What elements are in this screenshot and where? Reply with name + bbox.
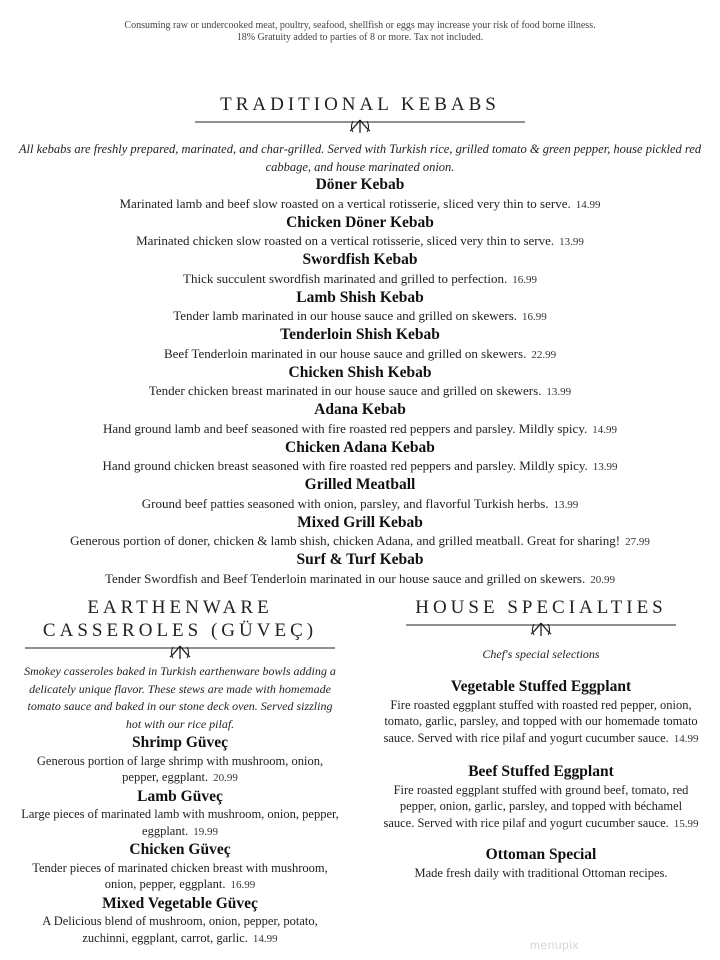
kebabs-intro: All kebabs are freshly prepared, marinated, and char-grilled. Served with Turkish rice, grilled tomato & green pepper, house pickled red cabbage, and house marinated onion. (18, 142, 702, 174)
section-title-guvec-line1: EARTHENWARE (87, 597, 273, 618)
item-description (0, 570, 720, 589)
guvec-list (20, 734, 340, 947)
menu-item (383, 846, 699, 881)
item-price: 27.99 (625, 536, 650, 548)
menu-item (0, 326, 720, 364)
item-description (20, 913, 340, 947)
item-desc-text: Hand ground lamb and beef seasoned with fire roasted red peppers and parsley. Mildly spicy. (103, 420, 588, 436)
item-price: 14.99 (673, 732, 699, 745)
item-desc-text: Generous portion of doner, chicken & lamb shish, chicken Adana, and grilled meatball. Great for sharing! (70, 533, 621, 548)
item-price: 19.99 (193, 825, 218, 838)
spacer (383, 832, 699, 846)
traditional-kebabs-section (0, 93, 720, 589)
item-price: 20.99 (590, 573, 615, 586)
menu-item (0, 476, 720, 514)
item-desc-text: Thick succulent swordfish marinated and grilled to perfection. (183, 270, 508, 286)
item-description (0, 382, 720, 401)
item-price: 16.99 (512, 273, 537, 286)
earthenware-casseroles-section (20, 596, 340, 947)
item-price: 16.99 (522, 311, 547, 323)
item-name: Chicken Döner Kebab (286, 213, 434, 231)
item-desc-text: Large pieces of marinated lamb with mushroom, onion, pepper, eggplant. (21, 807, 339, 838)
item-description (20, 860, 340, 894)
item-description (0, 270, 720, 289)
item-price: 20.99 (213, 772, 238, 784)
specialties-intro: Chef's special selections (482, 647, 600, 661)
item-name: Lamb Güveç (137, 787, 223, 805)
item-name: Chicken Shish Kebab (288, 363, 432, 381)
item-name: Surf & Turf Kebab (296, 551, 424, 568)
section-title-specialties: HOUSE SPECIALTIES (415, 597, 667, 618)
item-desc-text: Hand ground chicken breast seasoned with fire roasted red peppers and parsley. Mildly spicy. (102, 458, 588, 473)
item-name: Chicken Güveç (129, 841, 231, 858)
menu-item (0, 439, 720, 477)
specialties-list (383, 678, 699, 881)
item-price: 14.99 (252, 932, 278, 945)
item-desc-text: Tender Swordfish and Beef Tenderloin marinated in our house sauce and grilled on skewers. (105, 570, 586, 586)
item-description (20, 806, 340, 840)
item-desc-text: Marinated chicken slow roasted on a vertical rotisserie, sliced very thin to serve. (136, 233, 555, 248)
menu-item (0, 214, 720, 252)
item-name: Ottoman Special (485, 846, 597, 863)
item-desc-text: Marinated lamb and beef slow roasted on a vertical rotisserie, sliced very thin to serve. (119, 195, 571, 211)
item-description (0, 495, 720, 514)
item-desc-text: Ground beef patties seasoned with onion, parsley, and flavorful Turkish herbs. (141, 495, 549, 511)
item-desc-text: Made fresh daily with traditional Ottoman recipes. (414, 865, 668, 880)
item-description (0, 345, 720, 364)
item-price: 14.99 (575, 198, 601, 211)
ornament-divider-icon (406, 619, 676, 639)
menu-item (20, 788, 340, 841)
item-desc-text: Tender lamb marinated in our house sauce and grilled on skewers. (173, 308, 518, 323)
house-specialties-section (383, 596, 699, 881)
item-name: Chicken Adana Kebab (285, 438, 435, 456)
item-description (0, 457, 720, 476)
item-desc-text: A Delicious blend of mushroom, onion, pepper, potato, zuchinni, eggplant, carrot, garlic. (42, 914, 318, 945)
item-description (0, 532, 720, 551)
item-desc-text: Fire roasted eggplant stuffed with roasted red pepper, onion, tomato, garlic, parsley, and topped with our homemade tomato sauce. Served with rice pilaf and yogurt cucumber sauce. (383, 697, 698, 745)
item-price: 22.99 (531, 348, 557, 361)
kebabs-list (0, 176, 720, 589)
item-description (383, 697, 699, 748)
item-description (20, 753, 340, 787)
menu-item (383, 678, 699, 747)
item-price: 13.99 (592, 461, 618, 473)
disclaimer-health: Consuming raw or undercooked meat, poultry, seafood, shellfish or eggs may increase your risk of food borne illness. (124, 20, 596, 31)
item-description (0, 232, 720, 251)
item-price: 13.99 (559, 236, 584, 248)
item-price: 15.99 (673, 817, 699, 830)
menu-item (0, 176, 720, 214)
disclaimer (0, 20, 720, 44)
ornament-divider-icon (25, 642, 335, 662)
menu-item (383, 763, 699, 832)
item-desc-text: Generous portion of large shrimp with mushroom, onion, pepper, eggplant. (36, 753, 324, 784)
menu-item (0, 551, 720, 589)
item-name: Grilled Meatball (304, 476, 416, 493)
item-price: 14.99 (592, 423, 617, 436)
ornament-divider-icon (195, 116, 525, 136)
item-desc-text: Fire roasted eggplant stuffed with ground beef, tomato, red pepper, onion, garlic, parsley, and topped with béchamel sauce. Served with rice pilaf and yogurt cucumber sauce. (383, 782, 689, 830)
item-name: Mixed Vegetable Güveç (102, 894, 258, 912)
item-name: Lamb Shish Kebab (296, 288, 424, 306)
item-description (383, 865, 699, 882)
item-name: Adana Kebab (314, 401, 406, 418)
menu-item (20, 895, 340, 948)
menu-item (0, 401, 720, 439)
item-description (0, 307, 720, 326)
guvec-intro: Smokey casseroles baked in Turkish earthenware bowls adding a delicately unique flavor. These stews are made with homemade tomato sauce and baked in our stone deck oven. Served sizzling hot with our rice pilaf. (24, 664, 336, 731)
menu-item (0, 289, 720, 327)
item-description (0, 420, 720, 439)
menu-item (0, 251, 720, 289)
item-name: Beef Stuffed Eggplant (468, 763, 614, 780)
spacer (383, 747, 699, 763)
item-desc-text: Tender chicken breast marinated in our house sauce and grilled on skewers. (148, 383, 542, 398)
item-name: Mixed Grill Kebab (297, 513, 423, 531)
item-name: Vegetable Stuffed Eggplant (450, 678, 632, 695)
menu-item (20, 734, 340, 787)
item-name: Shrimp Güveç (131, 734, 229, 751)
item-desc-text: Beef Tenderloin marinated in our house sauce and grilled on skewers. (163, 345, 527, 361)
disclaimer-gratuity: 18% Gratuity added to parties of 8 or more. Tax not included. (236, 32, 484, 43)
item-price: 16.99 (230, 879, 256, 891)
watermark: menupix (530, 938, 579, 952)
item-price: 13.99 (546, 386, 572, 398)
menu-item (0, 514, 720, 552)
item-name: Swordfish Kebab (302, 251, 418, 268)
item-name: Tenderloin Shish Kebab (280, 326, 440, 343)
item-price: 13.99 (553, 498, 579, 511)
section-title-guvec-line2: CASSEROLES (GÜVEÇ) (42, 620, 318, 641)
menu-item (0, 364, 720, 402)
section-title-kebabs: TRADITIONAL KEBABS (220, 94, 500, 115)
item-name: Döner Kebab (315, 176, 405, 193)
item-desc-text: Tender pieces of marinated chicken breast with mushroom, onion, pepper, eggplant. (32, 860, 328, 891)
menu-item (20, 841, 340, 894)
item-description (0, 195, 720, 214)
item-description (383, 782, 699, 833)
